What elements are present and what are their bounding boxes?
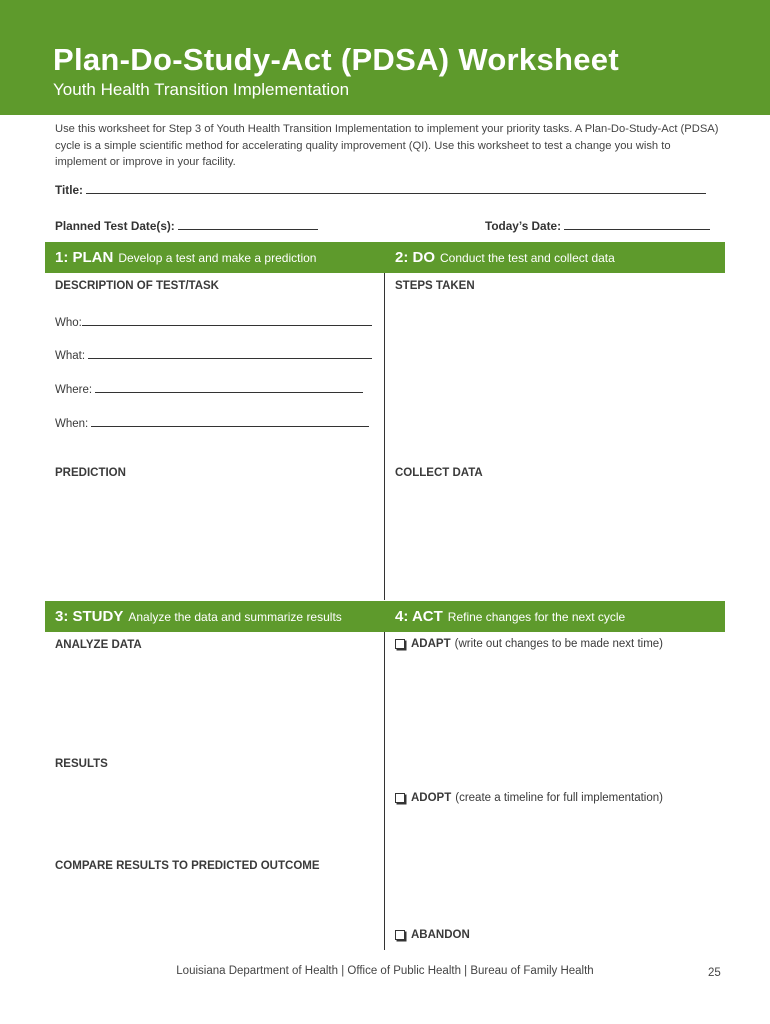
collect-data-label: COLLECT DATA xyxy=(395,467,483,479)
title-field[interactable] xyxy=(55,182,720,197)
title-label: Title: xyxy=(55,183,83,197)
today-date-label: Today’s Date: xyxy=(485,219,562,233)
adopt-option[interactable] xyxy=(395,792,663,804)
abandon-label: ABANDON xyxy=(411,929,470,941)
study-description: Analyze the data and summarize results xyxy=(128,609,342,624)
do-section-header xyxy=(386,242,725,273)
act-section-header xyxy=(386,601,725,632)
page-title: Plan-Do-Study-Act (PDSA) Worksheet xyxy=(53,42,619,77)
description-label: DESCRIPTION OF TEST/TASK xyxy=(55,280,219,292)
what-field[interactable] xyxy=(55,348,372,362)
today-date-field[interactable] xyxy=(485,218,710,233)
when-label: When: xyxy=(55,418,89,430)
where-input-line[interactable] xyxy=(95,382,363,393)
page-subtitle: Youth Health Transition Implementation xyxy=(53,80,350,99)
plan-number: 1: PLAN xyxy=(55,249,114,266)
steps-taken-label: STEPS TAKEN xyxy=(395,280,475,292)
adapt-note: (write out changes to be made next time) xyxy=(454,638,664,650)
when-field[interactable] xyxy=(55,416,369,430)
study-number: 3: STUDY xyxy=(55,608,124,625)
adopt-label: ADOPT xyxy=(411,792,452,804)
do-description: Conduct the test and collect data xyxy=(440,250,615,265)
adopt-checkbox[interactable] xyxy=(395,793,405,803)
page-header xyxy=(0,0,770,115)
study-section-header xyxy=(45,601,390,632)
planned-date-label: Planned Test Date(s): xyxy=(55,219,175,233)
where-label: Where: xyxy=(55,384,93,396)
plan-section-header xyxy=(45,242,390,273)
page-footer: Louisiana Department of Health | Office of Public Health | Bureau of Family Health xyxy=(176,965,594,977)
who-input-line[interactable] xyxy=(82,315,372,326)
page-number: 25 xyxy=(708,967,721,979)
who-field[interactable] xyxy=(55,315,372,329)
what-input-line[interactable] xyxy=(88,348,372,359)
abandon-option[interactable] xyxy=(395,929,470,941)
abandon-checkbox[interactable] xyxy=(395,930,405,940)
adapt-checkbox[interactable] xyxy=(395,639,405,649)
planned-date-field[interactable] xyxy=(55,218,318,233)
today-date-input-line[interactable] xyxy=(564,218,710,230)
column-divider-top xyxy=(384,273,385,600)
plan-description: Develop a test and make a prediction xyxy=(118,250,317,265)
results-label: RESULTS xyxy=(55,758,108,770)
column-divider-bottom xyxy=(384,632,385,950)
intro-paragraph: Use this worksheet for Step 3 of Youth Health Transition Implementation to implement your priority tasks. A Plan-Do-Study-Act (PDSA) cycle is a simple scientific method for accelerating quality improvement (QI). Use this worksheet to test a change you wish to implement or improve in your facility. xyxy=(55,123,719,168)
planned-date-input-line[interactable] xyxy=(178,218,318,230)
do-number: 2: DO xyxy=(395,249,436,266)
act-number: 4: ACT xyxy=(395,608,443,625)
adapt-label: ADAPT xyxy=(411,638,451,650)
what-label: What: xyxy=(55,350,86,362)
act-description: Refine changes for the next cycle xyxy=(447,609,626,624)
where-field[interactable] xyxy=(55,382,363,396)
compare-results-label: COMPARE RESULTS TO PREDICTED OUTCOME xyxy=(55,860,320,872)
prediction-label: PREDICTION xyxy=(55,467,126,479)
analyze-data-label: ANALYZE DATA xyxy=(55,639,142,651)
title-input-line[interactable] xyxy=(86,182,706,194)
adapt-option[interactable] xyxy=(395,638,663,650)
adopt-note: (create a timeline for full implementation) xyxy=(455,792,663,804)
who-label: Who: xyxy=(55,317,82,329)
when-input-line[interactable] xyxy=(91,416,369,427)
